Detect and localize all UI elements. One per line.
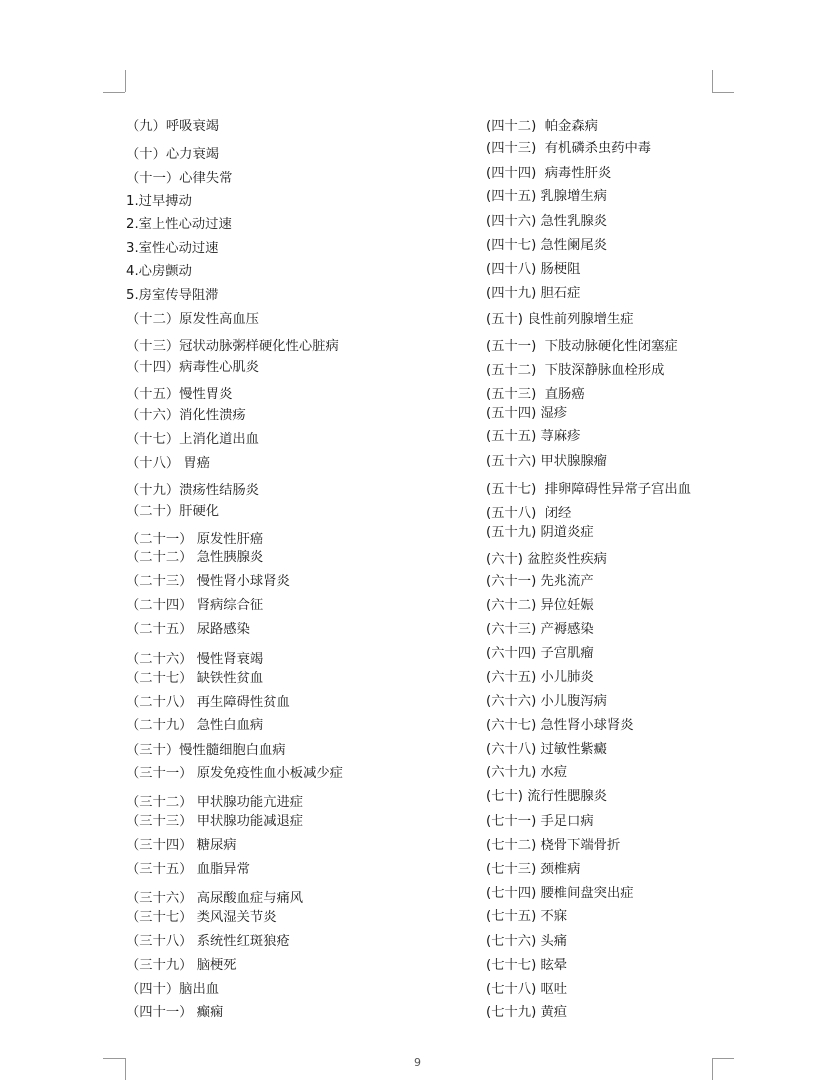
list-item: (七十九) 黄疸 (486, 1005, 568, 1020)
list-item: (五十七) 排卵障碍性异常子宫出血 (486, 482, 691, 497)
list-item: （十七）上消化道出血 (126, 432, 259, 447)
list-item: （三十九） 脑梗死 (126, 958, 237, 973)
list-item: （十四）病毒性心肌炎 (126, 360, 259, 375)
list-item: （十二）原发性高血压 (126, 312, 259, 327)
list-item: 3.室性心动过速 (126, 241, 219, 256)
list-item: (五十四) 湿疹 (486, 406, 568, 421)
list-item: (五十九) 阴道炎症 (486, 525, 594, 540)
list-item: (四十四) 病毒性肝炎 (486, 166, 612, 181)
list-item: （十一）心律失常 (126, 171, 233, 186)
list-item: (七十七) 眩晕 (486, 958, 568, 973)
list-item: （三十八） 系统性红斑狼疮 (126, 934, 290, 949)
list-item: (四十六) 急性乳腺炎 (486, 214, 607, 229)
list-item: （三十五） 血脂异常 (126, 862, 250, 877)
list-item: (七十八) 呕吐 (486, 982, 568, 997)
list-item: （十三）冠状动脉粥样硬化性心脏病 (126, 339, 339, 354)
list-item: （三十六） 高尿酸血症与痛风 (126, 891, 304, 906)
list-item: （二十一） 原发性肝癌 (126, 532, 264, 547)
list-item: （十）心力衰竭 (126, 147, 220, 162)
list-item: (四十七) 急性阑尾炎 (486, 238, 607, 253)
list-item: (五十五) 荨麻疹 (486, 429, 581, 444)
list-item: （三十七） 类风湿关节炎 (126, 910, 277, 925)
list-item: (五十六) 甲状腺腺瘤 (486, 454, 607, 469)
list-item: (五十三) 直肠癌 (486, 387, 585, 402)
list-item: (六十二) 异位妊娠 (486, 598, 594, 613)
list-item: (四十三) 有机磷杀虫药中毒 (486, 141, 652, 156)
list-item: (六十三) 产褥感染 (486, 622, 594, 637)
list-item: (四十九) 胆石症 (486, 286, 581, 301)
list-item: （九）呼吸衰竭 (126, 119, 220, 134)
list-item: (四十五) 乳腺增生病 (486, 189, 607, 204)
list-item: 4.心房颤动 (126, 264, 192, 279)
list-item: (五十一) 下肢动脉硬化性闭塞症 (486, 339, 678, 354)
list-item: (六十六) 小儿腹泻病 (486, 694, 607, 709)
list-item: （二十六） 慢性肾衰竭 (126, 652, 264, 667)
list-item: (五十) 良性前列腺增生症 (486, 312, 634, 327)
list-item: (七十五) 不寐 (486, 909, 568, 924)
list-item: （十五）慢性胃炎 (126, 387, 233, 402)
list-item: (七十二) 桡骨下端骨折 (486, 838, 621, 853)
list-item: (五十八) 闭经 (486, 506, 572, 521)
list-item: (六十七) 急性肾小球肾炎 (486, 718, 634, 733)
list-item: (五十二) 下肢深静脉血栓形成 (486, 363, 665, 378)
list-item: （二十五） 尿路感染 (126, 622, 250, 637)
list-item: (七十) 流行性腮腺炎 (486, 789, 607, 804)
list-item: （三十一） 原发免疫性血小板减少症 (126, 766, 343, 781)
list-item: 1.过早搏动 (126, 194, 192, 209)
list-item: 2.室上性心动过速 (126, 217, 232, 232)
list-item: （三十）慢性髓细胞白血病 (126, 743, 286, 758)
list-item: (七十一) 手足口病 (486, 814, 594, 829)
list-item: (六十一) 先兆流产 (486, 574, 594, 589)
list-item: (六十四) 子宫肌瘤 (486, 646, 594, 661)
list-item: （二十）肝硬化 (126, 504, 220, 519)
list-item: （十九）溃疡性结肠炎 (126, 483, 259, 498)
list-item: （四十）脑出血 (126, 982, 220, 997)
list-item: （十六）消化性溃疡 (126, 408, 246, 423)
list-item: （二十九） 急性白血病 (126, 718, 264, 733)
list-item: (四十八) 肠梗阻 (486, 262, 581, 277)
list-item: （三十二） 甲状腺功能亢进症 (126, 795, 304, 810)
list-item: （二十八） 再生障碍性贫血 (126, 695, 290, 710)
list-item: (六十八) 过敏性紫癜 (486, 742, 607, 757)
list-item: （二十三） 慢性肾小球肾炎 (126, 574, 290, 589)
list-item: （二十七） 缺铁性贫血 (126, 671, 264, 686)
list-item: 5.房室传导阻滞 (126, 288, 219, 303)
list-item: (四十二) 帕金森病 (486, 119, 598, 134)
list-item: （十八） 胃癌 (126, 456, 211, 471)
list-item: (六十) 盆腔炎性疾病 (486, 552, 607, 567)
page-number: 9 (414, 1056, 421, 1069)
list-item: (六十九) 水痘 (486, 765, 568, 780)
list-item: （三十四） 糖尿病 (126, 838, 237, 853)
list-item: (七十三) 颈椎病 (486, 862, 581, 877)
list-item: (七十四) 腰椎间盘突出症 (486, 886, 634, 901)
list-item: (七十六) 头痛 (486, 934, 568, 949)
list-item: （四十一） 癫痫 (126, 1005, 224, 1020)
list-item: （二十二） 急性胰腺炎 (126, 550, 264, 565)
list-item: (六十五) 小儿肺炎 (486, 670, 594, 685)
list-item: （三十三） 甲状腺功能减退症 (126, 814, 304, 829)
list-item: （二十四） 肾病综合征 (126, 598, 264, 613)
